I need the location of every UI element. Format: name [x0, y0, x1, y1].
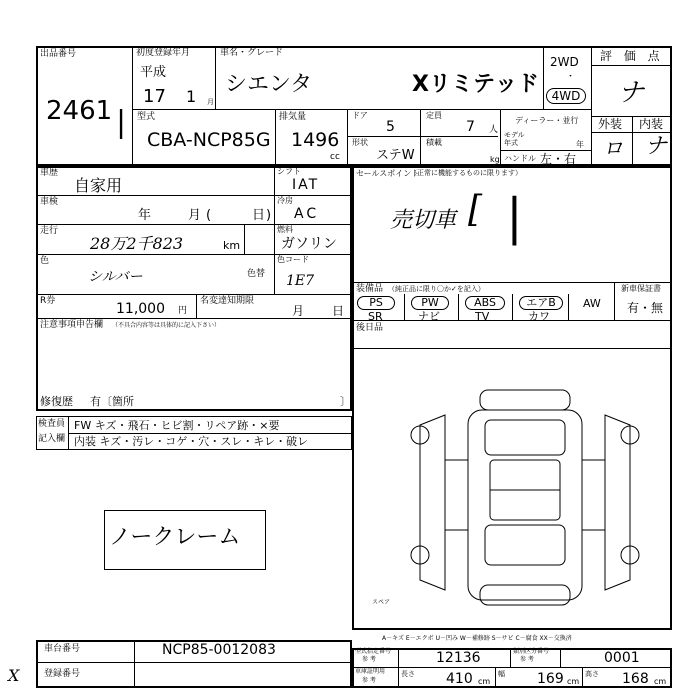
shift-label: シフト [277, 167, 301, 176]
color-code-value: 1E7 [286, 273, 315, 289]
model-type-label: 型式 [137, 112, 156, 122]
length-label: 長さ [401, 670, 415, 678]
load-unit: kg [490, 155, 500, 164]
deadline-day: 日 [332, 304, 345, 318]
model-year-label2: 年式 [504, 139, 518, 147]
inspection-month: 月 [188, 208, 202, 223]
exterior-value: ロ [603, 136, 623, 160]
inspection-label: 車検 [40, 197, 59, 207]
exterior-label: 外装 [598, 117, 623, 131]
chassis-label: 車台番号 [44, 644, 81, 654]
displacement-unit: cc [330, 152, 340, 162]
class-code-label2: 参 考 [520, 656, 534, 663]
notes-label: 注意事項申告欄 [40, 320, 104, 330]
sales-point-mark: [ [468, 189, 483, 230]
equipment-label: 装備品 [356, 284, 384, 294]
length-value: 410 [446, 671, 473, 687]
inspector-label2: 記入欄 [38, 434, 66, 444]
equip-pw: PW [411, 296, 449, 310]
registration-era: 平成 [140, 65, 167, 80]
aircon-value: AC [294, 206, 320, 222]
recycle-value: 11,000 [116, 301, 165, 317]
capacity-label: 定員 [426, 111, 442, 120]
inspector-row2: 内装 キズ・汚レ・コゲ・穴・スレ・キレ・破レ [74, 435, 309, 448]
warranty-value: 有・無 [627, 301, 664, 315]
shape-label: 形状 [352, 138, 368, 147]
handle-value: 左・右 [540, 152, 577, 166]
capacity-value: 7 [466, 119, 475, 135]
capacity-unit: 人 [489, 125, 499, 135]
displacement-value: 1496 [291, 129, 340, 151]
class-code-label1: 類別区分番号 [513, 648, 550, 655]
width-unit: cm [567, 677, 580, 686]
doors-value: 5 [386, 119, 395, 135]
lot-label: 出品番号 [40, 49, 77, 59]
aircon-label: 冷房 [277, 196, 293, 205]
registration-month-unit: 月 [207, 98, 214, 106]
color-code-label: 色コード [277, 255, 309, 264]
inspector-label1: 検査員 [38, 419, 66, 429]
history-value: 自家用 [74, 176, 123, 195]
height-unit: cm [654, 677, 667, 686]
model-type-value: CBA-NCP85G [147, 129, 271, 151]
interior-label: 内装 [639, 117, 664, 131]
color-change-label: 色替 [247, 269, 266, 279]
inspection-day: 日 [252, 208, 266, 223]
auction-sheet: 出品番号 2461 | 初度登録年月 平成 17 1 月 車名・グレード シエンタ Xリミテッド 2WD ・ 4WD 型式 CBA-NCP85G 排気量 1496 cc ドア 5 定員 7 人 形状 ステW 積載 kg ディーラー・並行 モデル 年式 年 ハンドル 左・右 評 価 点 ナ 外装 内装 ロ ナ 車歴 自家用 車検 年 月 ( 日 ) 走行 28万2千823 km シフト IAT 冷房 AC 燃料 ガソリン 色 シルバー 色替 色コード 1E7 R券 11,000 円 名変達知期限 月 日 注意事項申告欄 （不具合内容等は具体的に記入下さい） 修復歴 有〔箇所 〕 検査員 記入欄 FW キズ・飛石・ヒビ割・リペア跡・×要 内装 キズ・汚レ・コゲ・穴・スレ・キレ・破レ ノークレーム セールスポイント （正常に機能するものに限ります） 売切車 [ | 装備品 （純正品に限り〇か✓を記入） 新車保証書 有・無 PS PW ABS エアB AW SR ナビ TV カワ 後日品 スペア A－キズ E－エクボ U－凹み W－補修跡 S－サビ C－腐食 XX－交換済 車台番号 NCP85-0012083 登録番号 型式指定番号 参 考 12136 類別区分番号 参 考 0001 車庫証明用 参 考 長さ 410 cm 幅 169 cm 高さ 168 cm X [0, 0, 700, 700]
after-day-label: 後日品 [356, 323, 384, 333]
chassis-value: NCP85-0012083 [162, 642, 276, 658]
height-value: 168 [622, 671, 649, 687]
inspector-row1: FW キズ・飛石・ヒビ割・リペア跡・×要 [74, 419, 280, 432]
registration-label: 初度登録年月 [136, 48, 191, 58]
registration-month: 1 [186, 87, 197, 106]
mileage-label: 走行 [40, 226, 59, 236]
shift-value: IAT [292, 177, 320, 193]
lot-mark: | [116, 105, 127, 140]
height-label: 高さ [585, 670, 599, 678]
equip-sr: SR [368, 310, 383, 323]
color-label: 色 [40, 256, 50, 266]
car-diagram [400, 380, 650, 620]
history-label: 車歴 [40, 168, 59, 178]
registration-year: 17 [143, 86, 166, 107]
interior-value: ナ [645, 134, 668, 159]
equip-aw: AW [583, 297, 601, 310]
no-claim-stamp: ノークレーム [104, 510, 266, 570]
width-value: 169 [537, 671, 564, 687]
equipment-note: （純正品に限り〇か✓を記入） [388, 285, 485, 293]
handle-label: ハンドル [504, 154, 536, 163]
drive-2wd: 2WD [550, 55, 579, 69]
notes-sub: （不具合内容等は具体的に記入下さい） [112, 322, 221, 329]
fuel-label: 燃料 [277, 225, 293, 234]
width-label: 幅 [498, 670, 505, 678]
drive-dot: ・ [566, 72, 576, 82]
car-grade: Xリミテッド [412, 72, 539, 97]
sales-point-note: （正常に機能するものに限ります） [410, 169, 522, 177]
equip-airbag: エアB [519, 296, 563, 310]
equip-leather: カワ [528, 310, 550, 323]
deadline-label: 名変達知期限 [200, 296, 255, 306]
mileage-value: 28万2千823 [90, 234, 184, 253]
repair-value: 有〔箇所 [90, 395, 134, 408]
shape-value: ステW [376, 148, 415, 163]
model-year-label1: モデル [504, 131, 525, 139]
drive-4wd: 4WD [546, 88, 586, 104]
dealer-label: ディーラー・並行 [515, 116, 579, 125]
displacement-label: 排気量 [279, 112, 307, 122]
repair-label: 修復歴 [40, 395, 73, 408]
lot-number: 2461 [46, 96, 113, 126]
car-name: シエンタ [225, 72, 313, 97]
color-value: シルバー [88, 269, 143, 285]
length-unit: cm [478, 677, 491, 686]
class-code-value: 0001 [604, 650, 640, 666]
size-label2: 参 考 [362, 677, 376, 684]
equip-tv: TV [475, 310, 490, 323]
car-name-label: 車名・グレード [220, 48, 284, 58]
equip-navi: ナビ [418, 310, 440, 323]
equip-abs: ABS [465, 296, 505, 310]
recycle-label: R券 [40, 296, 56, 306]
deadline-month: 月 [292, 304, 305, 318]
model-year-unit: 年 [576, 140, 584, 149]
spare-label: スペア [372, 599, 391, 606]
model-code-label1: 型式指定番号 [355, 648, 392, 655]
reg-number-label: 登録番号 [44, 669, 81, 679]
model-code-value: 12136 [436, 650, 481, 666]
inspection-year: 年 [138, 208, 152, 223]
mileage-unit: km [223, 239, 241, 252]
size-label1: 車庫証明用 [355, 668, 386, 675]
rating-label: 評 価 点 [600, 49, 664, 63]
doors-label: ドア [352, 111, 368, 120]
fuel-value: ガソリン [281, 236, 337, 252]
rating-value: ナ [618, 78, 645, 108]
equip-ps: PS [357, 296, 395, 310]
load-label: 積載 [426, 138, 442, 147]
model-code-label2: 参 考 [362, 656, 376, 663]
legend-text: A－キズ E－エクボ U－凹み W－補修跡 S－サビ C－腐食 XX－交換済 [382, 635, 572, 642]
repair-close: 〕 [340, 395, 351, 408]
sales-point-label: セールスポイント [356, 169, 420, 178]
corner-mark: X [8, 666, 20, 685]
sales-point-text: 売切車 [390, 208, 457, 233]
warranty-label: 新車保証書 [621, 284, 661, 293]
recycle-unit: 円 [178, 306, 188, 316]
